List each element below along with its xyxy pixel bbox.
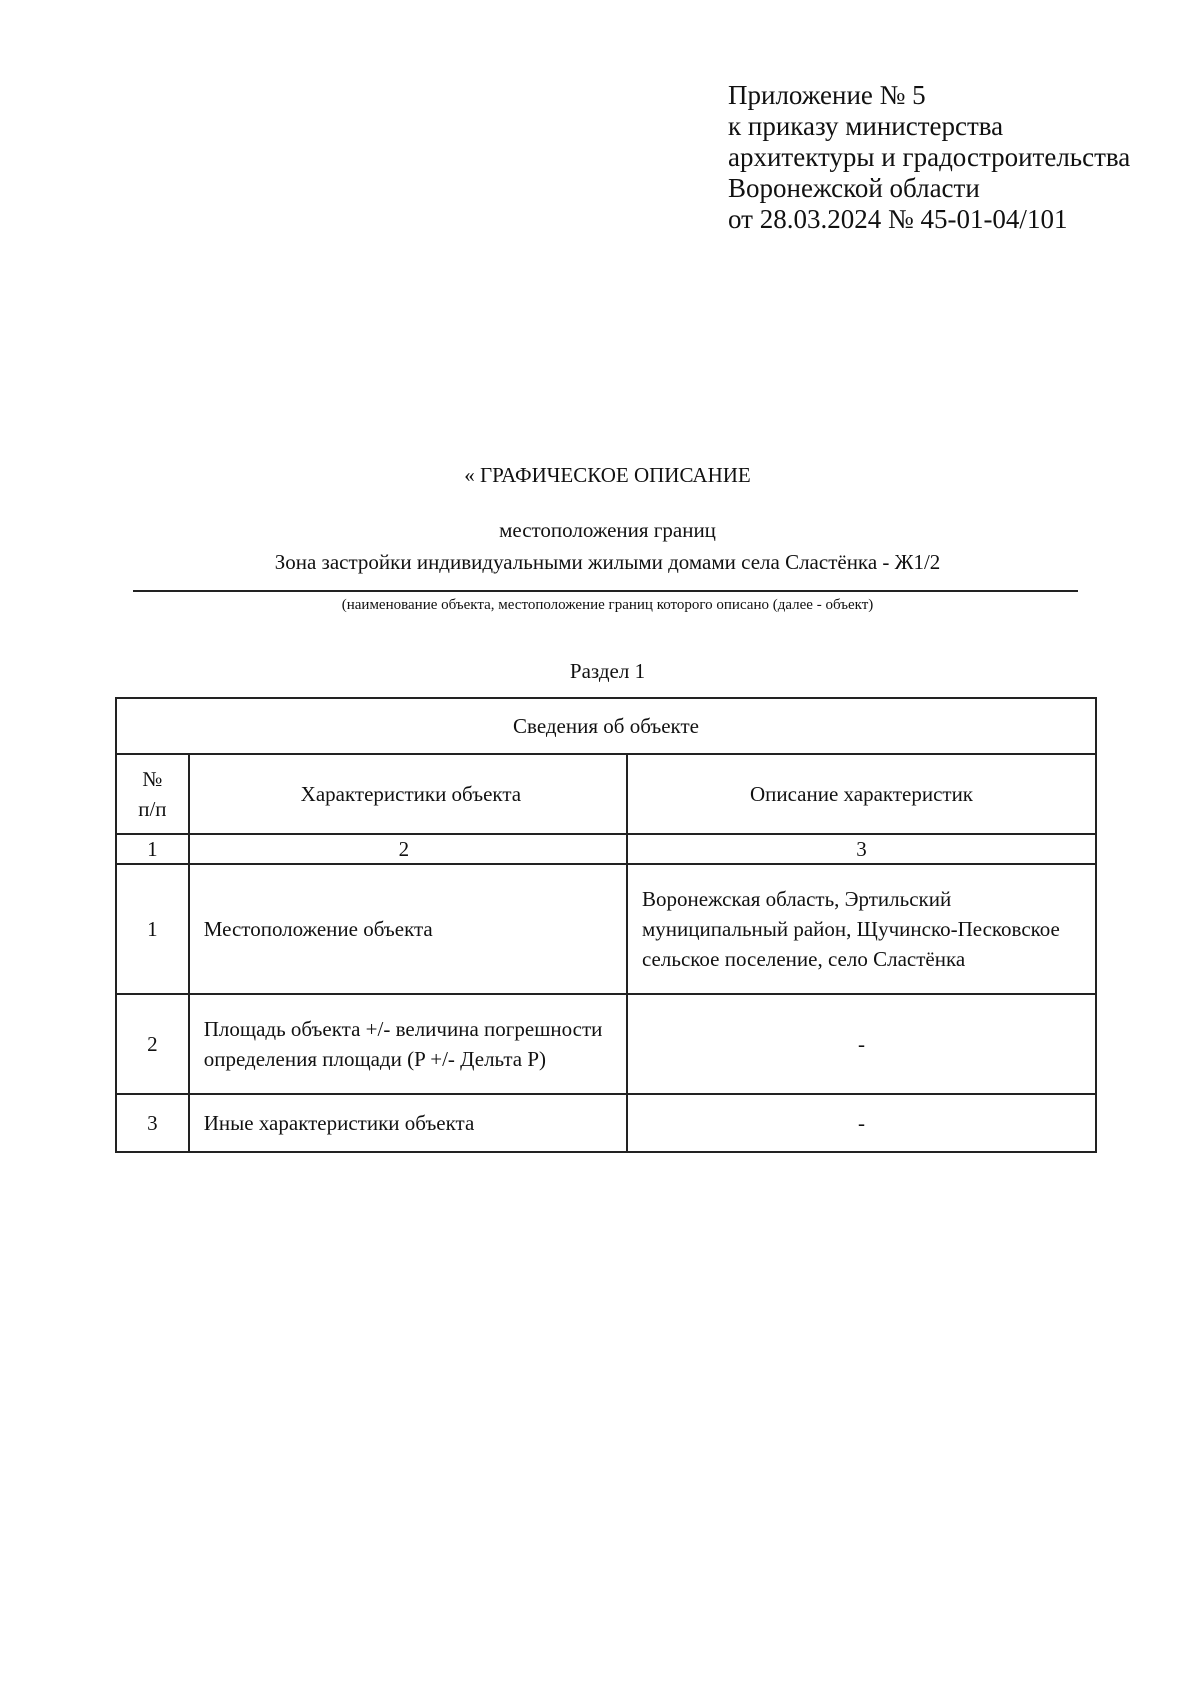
table-row [116, 1094, 1096, 1152]
row-description: - [627, 1094, 1096, 1152]
object-info-table [115, 697, 1097, 1153]
appendix-line: Приложение № 5 [728, 80, 926, 110]
document-subtitle: местоположения границ [499, 518, 716, 542]
row-description: Воронежская область, Эртильский муниципальный район, Щучинско-Песковское сельское поселение, село Сластёнка [627, 864, 1096, 994]
column-number: 3 [627, 834, 1096, 864]
table-row [116, 864, 1096, 994]
header-number-abbr: п/п [138, 797, 167, 821]
table-caption-row [116, 698, 1096, 754]
row-number: 2 [116, 994, 189, 1094]
row-characteristic: Площадь объекта +/- величина погрешности определения площади (P +/- Дельта P) [189, 994, 627, 1094]
table-header-row [116, 754, 1096, 834]
appendix-line: от 28.03.2024 № 45-01-04/101 [728, 204, 1068, 234]
object-name: Зона застройки индивидуальными жилыми домами села Сластёнка - Ж1/2 [274, 550, 941, 574]
object-note: (наименование объекта, местоположение границ которого описано (далее - объект) [341, 597, 874, 613]
header-description: Описание характеристик [627, 754, 1096, 834]
section-heading: Раздел 1 [569, 659, 646, 683]
row-number: 3 [116, 1094, 189, 1152]
column-number: 1 [116, 834, 189, 864]
header-characteristic: Характеристики объекта [189, 754, 627, 834]
header-number-symbol: № [142, 767, 163, 791]
table-row [116, 994, 1096, 1094]
row-number: 1 [116, 864, 189, 994]
document-title: « ГРАФИЧЕСКОЕ ОПИСАНИЕ [464, 463, 751, 487]
appendix-line: архитектуры и градостроительства [728, 142, 1131, 172]
row-characteristic: Местоположение объекта [189, 864, 627, 994]
column-number-row [116, 834, 1096, 864]
row-characteristic: Иные характеристики объекта [189, 1094, 627, 1152]
row-description: - [627, 994, 1096, 1094]
appendix-line: к приказу министерства [728, 111, 1004, 141]
column-number: 2 [189, 834, 627, 864]
appendix-line: Воронежской области [728, 173, 980, 203]
table-caption: Сведения об объекте [116, 698, 1096, 754]
header-number-cell [116, 754, 189, 834]
underline-divider [133, 590, 1078, 592]
appendix-header [728, 80, 1130, 235]
